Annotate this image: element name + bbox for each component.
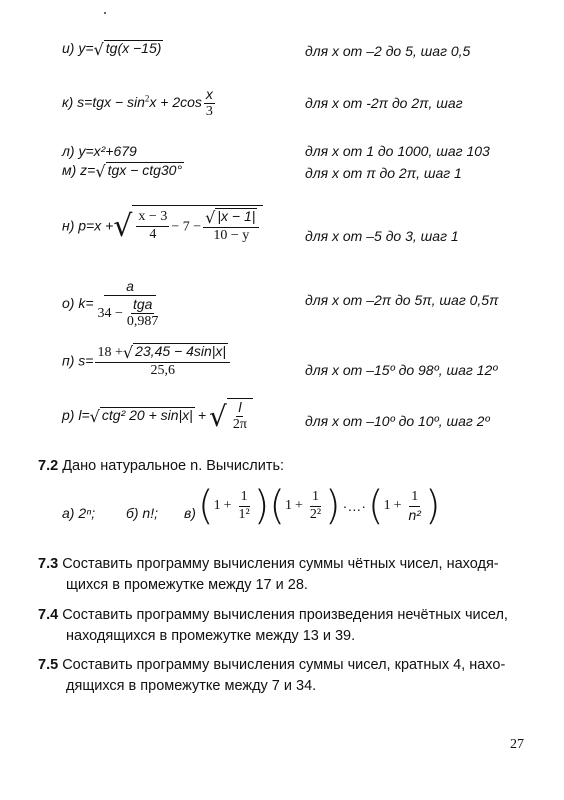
denominator: 10 − y	[213, 228, 250, 244]
radicand	[227, 398, 253, 434]
radicand	[132, 205, 263, 245]
numerator: 1	[409, 489, 420, 507]
task-number: 7.2	[38, 458, 59, 474]
numerator: x	[205, 86, 213, 102]
expr-part: x + 2cos	[149, 94, 202, 110]
task-text-line: Составить программу вычисления суммы чётных чисел, находя-	[62, 556, 499, 572]
left-paren: (	[198, 483, 214, 529]
formula-i	[62, 40, 163, 59]
task-text-line: Составить программу вычисления суммы чисел, кратных 4, нахо-	[62, 657, 506, 673]
fraction	[95, 343, 230, 380]
condition-n: для х от –5 до 3, шаг 1	[305, 228, 459, 244]
task-7-4	[38, 605, 528, 647]
radical-sign: √	[89, 407, 100, 426]
task-7-3	[38, 554, 528, 596]
condition-p: для х от –15º до 98º, шаг 12º	[305, 362, 498, 378]
formula-r	[62, 398, 253, 434]
numerator: l	[238, 399, 242, 415]
speck	[104, 12, 106, 14]
formula-l: л) y=x²+679	[62, 143, 137, 159]
radical-sign: √	[93, 40, 104, 59]
task-7-2	[38, 458, 284, 474]
fraction	[407, 489, 423, 524]
formula-label: н) p=	[62, 217, 95, 234]
formula-label: м) z=	[62, 162, 96, 178]
fraction	[308, 489, 323, 524]
formula-p	[62, 343, 232, 380]
denominator: 3	[205, 103, 213, 119]
plus-sign: +	[197, 407, 207, 423]
numerator: a	[104, 278, 156, 296]
radical-sign: √	[95, 162, 106, 181]
task-number: 7.3	[38, 556, 59, 572]
radical-sign: √	[205, 208, 216, 227]
task-text-line: щихся в промежутке между 17 и 28.	[66, 577, 308, 594]
condition-r: для х от –10º до 10º, шаг 2º	[305, 413, 490, 429]
radicand: tgx − ctg30°	[107, 162, 183, 178]
fraction	[96, 278, 165, 330]
fraction	[204, 86, 215, 121]
product-formula	[198, 483, 441, 529]
numerator: x − 3	[136, 209, 169, 227]
fraction	[231, 399, 249, 434]
formula-label: и) y=	[62, 40, 94, 56]
plus-sign: +	[294, 498, 303, 513]
denominator: 2²	[309, 506, 322, 522]
denominator: 2π	[232, 416, 247, 432]
expr-part: tgx − sin	[92, 94, 145, 110]
denominator: n²	[408, 506, 421, 523]
formula-o	[62, 278, 166, 330]
fraction	[136, 209, 169, 244]
fraction	[125, 296, 161, 331]
formula-n	[62, 205, 263, 245]
numerator: 1	[310, 489, 321, 507]
right-paren: )	[424, 483, 441, 529]
term-one: 1	[213, 498, 221, 513]
expr-part: − 7 −	[171, 219, 202, 235]
formula-k	[62, 86, 217, 121]
condition-i: для х от –2 до 5, шаг 0,5	[305, 43, 471, 59]
condition-o: для х от –2π до 5π, шаг 0,5π	[305, 292, 499, 308]
radical-sign: √	[113, 209, 133, 245]
radicand: ctg² 20 + sin|x|	[101, 407, 193, 423]
subtask-b: б) n!;	[126, 505, 158, 521]
subtask-v-label: в)	[184, 505, 196, 521]
numerator: tga	[132, 295, 153, 312]
numerator: 1	[239, 489, 250, 507]
denominator: 4	[149, 227, 157, 243]
formula-label: к) s=	[62, 94, 93, 110]
condition-k: для х от -2π до 2π, шаг	[305, 95, 463, 111]
formula-label: п) s=	[62, 352, 94, 369]
denominator: 1²	[238, 506, 250, 522]
denominator: 0,987	[126, 313, 159, 329]
right-paren: )	[325, 483, 341, 529]
plus-sign: +	[223, 498, 232, 513]
exponent: 2	[144, 93, 150, 104]
task-number: 7.4	[38, 607, 59, 623]
task-number: 7.5	[38, 657, 59, 673]
formula-label: o) k=	[62, 294, 94, 311]
term-one: 1	[284, 498, 292, 513]
fraction	[203, 208, 259, 245]
term-one: 1	[383, 498, 391, 513]
fraction	[237, 489, 252, 524]
radical-sign: √	[209, 400, 227, 433]
radicand: 23,45 − 4sin|x|	[135, 343, 227, 359]
radicand: tg(x −15)	[105, 40, 162, 56]
task-text-line: находящихся в промежутке между 13 и 39.	[66, 628, 356, 645]
radical-sign: √	[122, 343, 134, 362]
formula-label: р) l=	[62, 407, 90, 423]
expr-part: 18 +	[97, 345, 123, 360]
left-paren: (	[367, 483, 384, 529]
right-paren: )	[253, 483, 270, 529]
task-text-line: Составить программу вычисления произведения нечётных чисел,	[62, 607, 508, 623]
task-text-line: дящихся в промежутке между 7 и 34.	[66, 678, 317, 695]
task-text: Дано натуральное n. Вычислить:	[62, 458, 285, 474]
plus-sign: +	[393, 498, 402, 513]
expr-part: 34 −	[97, 305, 123, 321]
expr-part: x +	[94, 217, 114, 234]
denominator: 25,6	[150, 363, 175, 379]
condition-m: для х от π до 2π, шаг 1	[305, 165, 462, 181]
subtask-a: а) 2ⁿ;	[62, 505, 96, 521]
condition-l: для х от 1 до 1000, шаг 103	[305, 143, 490, 159]
radicand: |x − 1|	[217, 208, 256, 224]
page-number: 27	[510, 737, 524, 752]
ellipsis: ·…·	[342, 498, 366, 514]
formula-m	[62, 162, 184, 181]
task-7-5	[38, 655, 528, 697]
left-paren: (	[269, 483, 285, 529]
